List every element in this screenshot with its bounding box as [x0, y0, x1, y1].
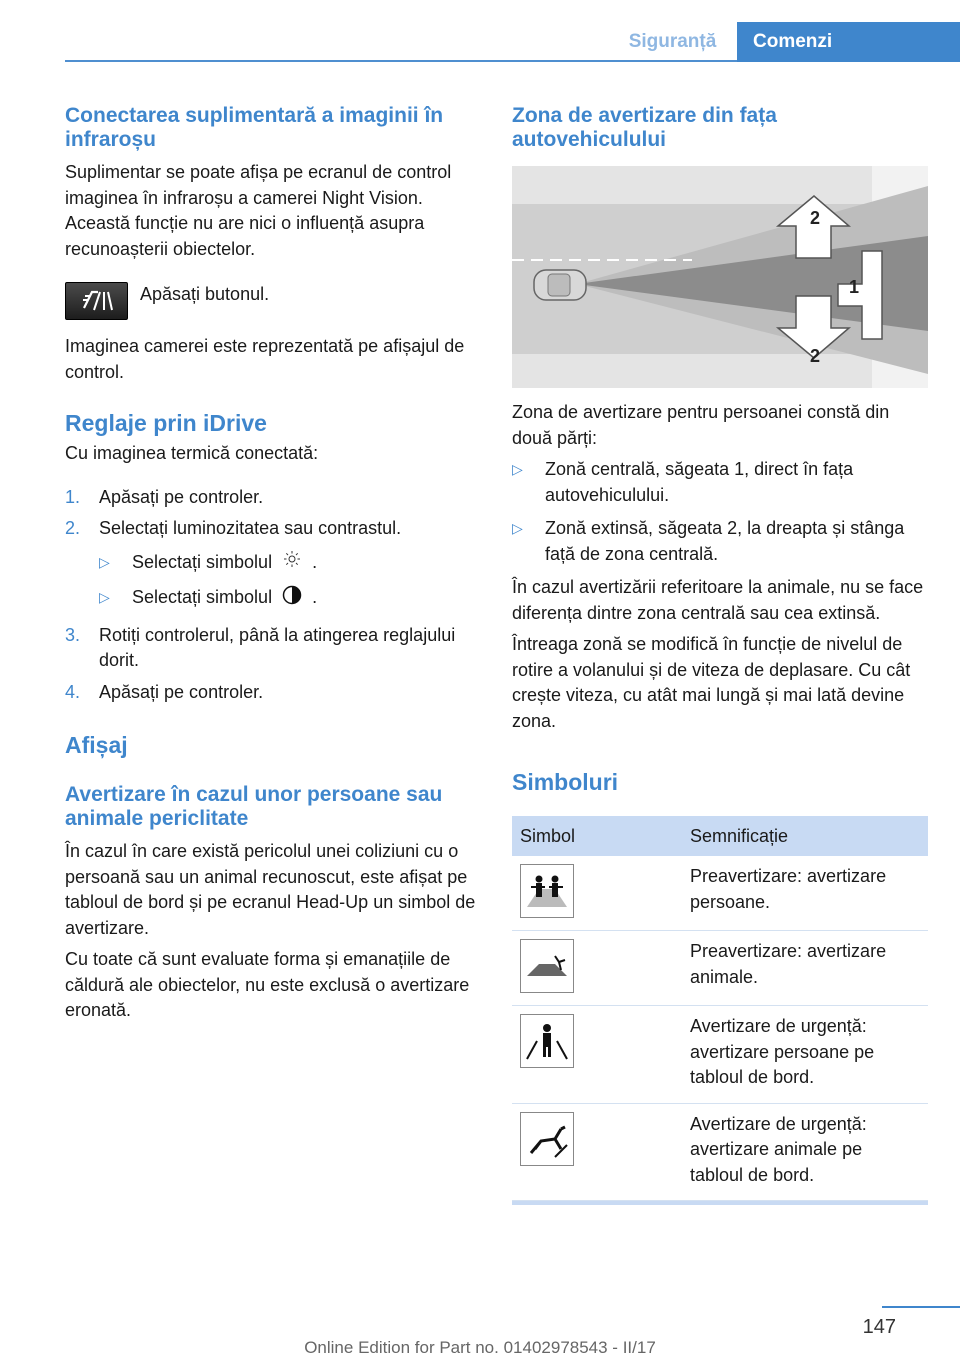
triangle-bullet-icon: ▷: [512, 461, 523, 477]
meaning-cell: Avertizare de urgență: avertizare animale pe tabloul de bord.: [682, 1103, 928, 1201]
footer-rule: [882, 1306, 960, 1308]
left-column: [65, 104, 478, 1024]
heading-display: Afișaj: [65, 732, 128, 758]
sub-step-brightness: ▷ Selectați simbolul .: [99, 550, 478, 576]
heading-idrive: Reglaje prin iDrive: [65, 410, 267, 436]
paragraph-whole-zone: Întreaga zonă se modifică în funcție de nivelul de rotire a volanului și de viteza de deplasare. Cu cât crește viteza, cu atât mai lungă și mai lată devine zona.: [512, 634, 911, 731]
table-header-row: [512, 816, 928, 856]
step-3: 3. Rotiți controlerul, până la atingerea reglajului dorit.: [65, 624, 456, 670]
paragraph-infrared: Suplimentar se poate afișa pe ecranul de control imaginea în infraroșu a camerei Night Vision. Această funcție nu are nici o influență asupra recunoașterii obiectelor.: [65, 162, 452, 259]
idrive-steps: [65, 485, 478, 706]
step-1: 1. Apăsați pe controler.: [65, 486, 264, 507]
heading-warning-zone: Zona de avertizare din fața autovehiculului: [512, 104, 777, 151]
table-row: [512, 1006, 928, 1104]
table-row: [512, 1103, 928, 1201]
triangle-bullet-icon: ▷: [99, 589, 110, 605]
paragraph-idrive: Cu imaginea termică conectată:: [65, 443, 319, 463]
sub-step-contrast: ▷ Selectați simbolul .: [99, 585, 478, 613]
meaning-cell: Preavertizare: avertizare animale.: [682, 931, 928, 1006]
col-header-meaning: Semnificație: [682, 816, 928, 856]
svg-text:2: 2: [809, 346, 821, 366]
table-bottom-rule: [512, 1201, 928, 1205]
bullet-central-zone: ▷ Zonă centrală, săgeata 1, direct în fața autovehiculului.: [512, 457, 928, 508]
contrast-icon: [272, 585, 312, 613]
tab-siguranta[interactable]: Siguranță: [628, 31, 717, 52]
step-2: 2. Selectați luminozitatea sau contrastul.: [65, 518, 402, 538]
press-button-text: Apăsați butonul.: [140, 284, 270, 304]
step-4: 4. Apăsați pe controler.: [65, 681, 264, 702]
page-number: 147: [862, 1316, 896, 1338]
table-row: [512, 931, 928, 1006]
bullet-extended-zone: ▷ Zonă extinsă, săgeata 2, la dreapta și stânga față de zona centrală.: [512, 516, 928, 567]
heading-infrared: Conectarea suplimentară a imaginii în infraroșu: [65, 104, 444, 151]
paragraph-animals: În cazul avertizării referitoare la animale, nu se face diferența dintre zona centrală sau cea extinsă.: [512, 577, 924, 623]
zone-bullets: [512, 457, 928, 567]
paragraph-warning-1: În cazul în care există pericolul unei coliziuni cu o persoană sau un animal recunoscut, este afișat pe tabloul de bord și pe ecranul Head-Up un simbol de avertizare.: [65, 841, 476, 938]
meaning-cell: Preavertizare: avertizare persoane.: [682, 856, 928, 931]
persons-prewarning-icon: [520, 864, 574, 918]
brightness-icon: [272, 550, 312, 576]
right-column: [512, 104, 928, 1205]
paragraph-camera: Imaginea camerei este reprezentată pe afișajul de control.: [65, 336, 465, 382]
night-vision-button-row: [65, 282, 478, 320]
edition-footer: Online Edition for Part no. 01402978543 - II/17: [304, 1338, 656, 1357]
warning-zone-diagram: [512, 166, 928, 388]
symbols-table: [512, 816, 928, 1201]
paragraph-zone: Zona de avertizare pentru persoanei constă din două părți:: [512, 402, 890, 448]
meaning-cell: Avertizare de urgență: avertizare persoane pe tabloul de bord.: [682, 1006, 928, 1104]
svg-text:1: 1: [848, 277, 860, 297]
animal-urgent-icon: [520, 1112, 574, 1166]
col-header-symbol: Simbol: [512, 816, 682, 856]
paragraph-warning-2: Cu toate că sunt evaluate forma și emanațiile de căldură ale obiectelor, nu este exclusă o avertizare eronată.: [65, 949, 470, 1020]
animals-prewarning-icon: [520, 939, 574, 993]
triangle-bullet-icon: ▷: [99, 553, 110, 570]
svg-text:2: 2: [809, 208, 821, 228]
table-row: [512, 856, 928, 931]
night-vision-button-icon: [65, 282, 128, 320]
heading-warning: Avertizare în cazul unor persoane sau animale periclitate: [65, 783, 443, 830]
triangle-bullet-icon: ▷: [512, 520, 523, 536]
heading-symbols: Simboluri: [512, 769, 619, 795]
tab-comenzi[interactable]: Comenzi: [737, 22, 960, 62]
person-urgent-icon: [520, 1014, 574, 1068]
